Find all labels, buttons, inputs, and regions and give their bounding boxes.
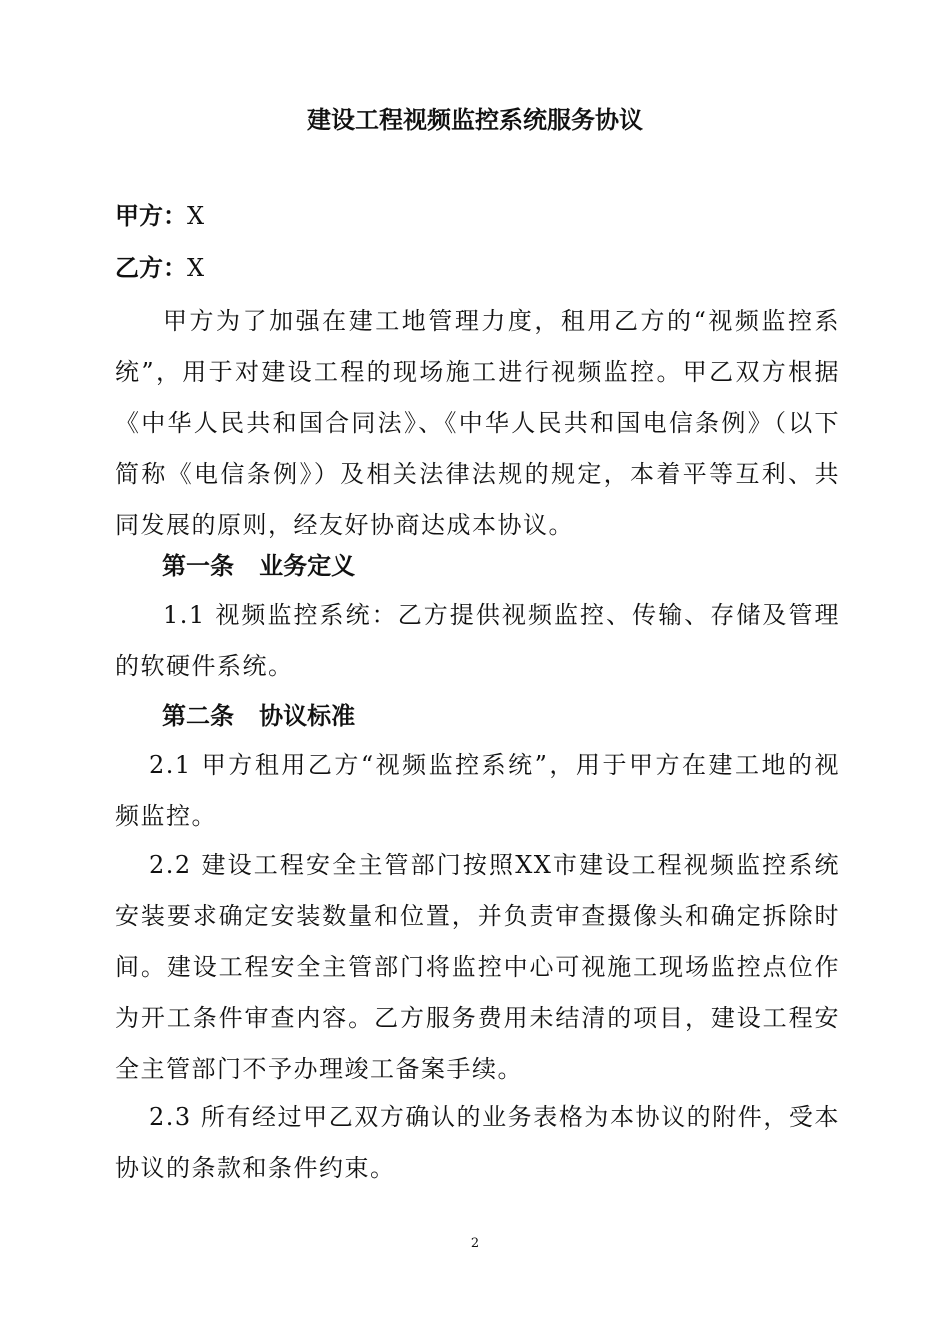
document-title: 建设工程视频监控系统服务协议	[307, 106, 643, 134]
intro-paragraph: 甲方为了加强在建工地管理力度，租用乙方的“视频监控系统”，用于对建设工程的现场施工进行视频监控。甲乙双方根据《中华人民共和国合同法》、《中华人民共和国电信条例》（以下简称《电信条例》）及相关法律法规的规定，本着平等互利、共同发展的原则，经友好协商达成本协议。	[115, 307, 840, 539]
party-a-line	[115, 200, 204, 232]
clause-2-3: 2.3 所有经过甲乙双方确认的业务表格为本协议的附件，受本协议的条款和条件约束。	[115, 1103, 840, 1182]
article-1-heading: 第一条 业务定义	[162, 552, 356, 580]
clause-2-1: 2.1 甲方租用乙方“视频监控系统”，用于甲方在建工地的视频监控。	[115, 751, 840, 830]
party-a-label: 甲方：	[115, 202, 187, 230]
party-b-label: 乙方：	[115, 254, 187, 282]
article-2-heading: 第二条 协议标准	[162, 702, 356, 730]
party-b-value: X	[187, 254, 205, 282]
party-b-line	[115, 252, 204, 284]
clause-1-1: 1.1 视频监控系统：乙方提供视频监控、传输、存储及管理的软硬件系统。	[115, 601, 840, 680]
clause-2-2: 2.2 建设工程安全主管部门按照XX市建设工程视频监控系统安装要求确定安装数量和位置，并负责审查摄像头和确定拆除时间。建设工程安全主管部门将监控中心可视施工现场监控点位作为开工条件审查内容。乙方服务费用未结清的项目，建设工程安全主管部门不予办理竣工备案手续。	[115, 851, 840, 1083]
party-a-value: X	[187, 202, 205, 230]
page-number: 2	[470, 1236, 480, 1251]
